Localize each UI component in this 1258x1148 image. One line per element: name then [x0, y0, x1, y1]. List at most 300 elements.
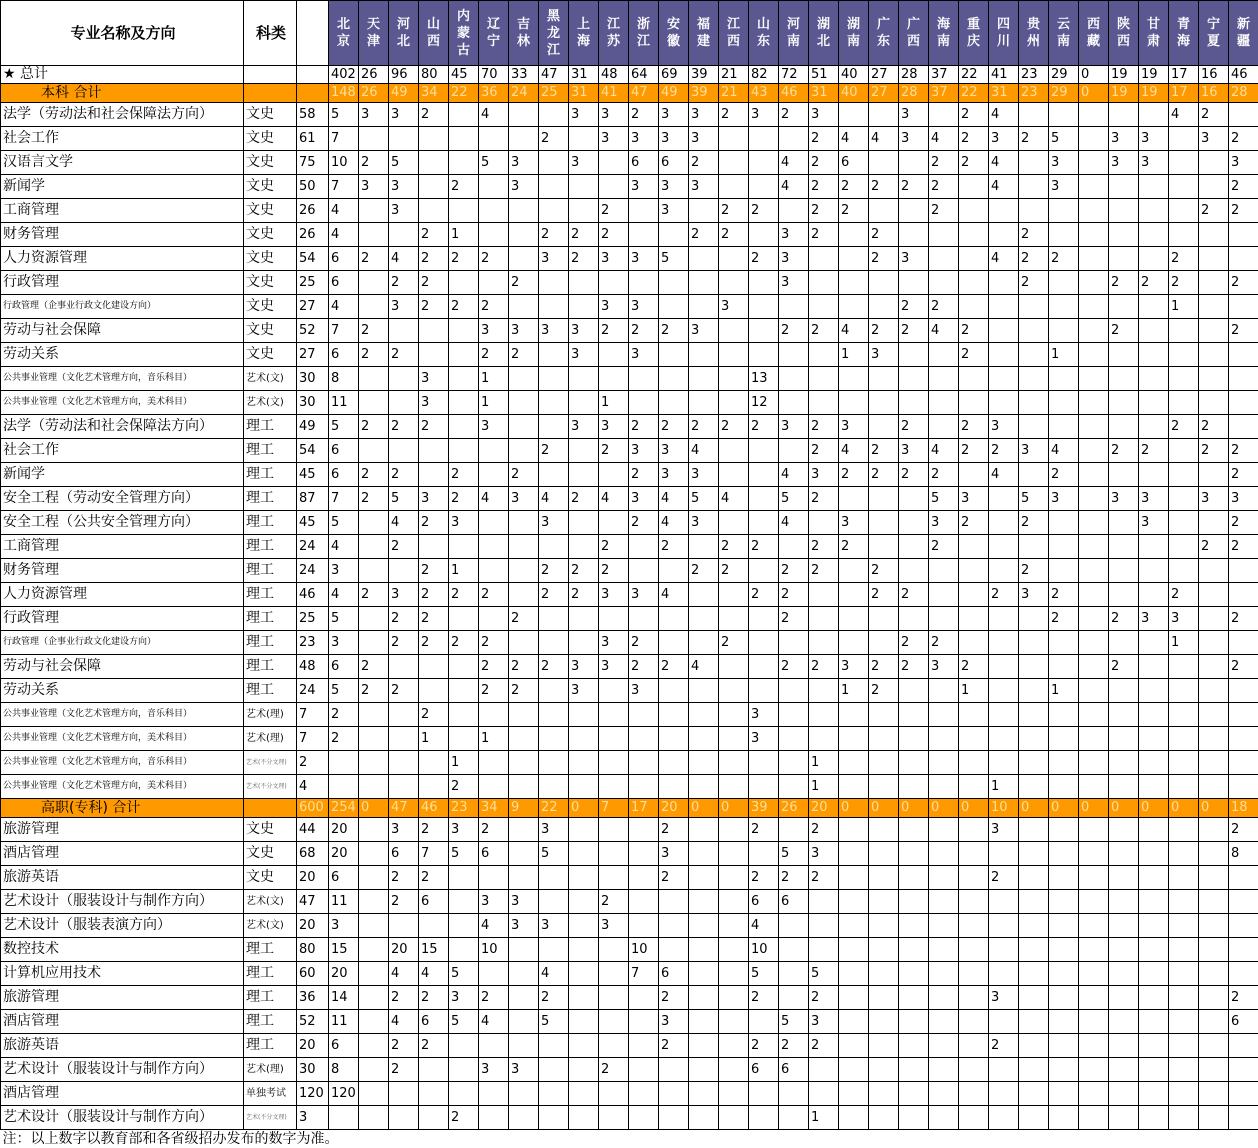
quota-cell: 4	[929, 439, 959, 463]
quota-cell: 2	[389, 415, 419, 439]
row-total-cell: 20	[297, 914, 329, 938]
quota-cell	[479, 1082, 509, 1106]
quota-cell	[419, 751, 449, 775]
quota-cell	[959, 271, 989, 295]
row-total-cell	[297, 66, 329, 84]
quota-cell: 1	[599, 391, 629, 415]
quota-cell	[389, 655, 419, 679]
quota-cell	[719, 439, 749, 463]
quota-cell: 47	[539, 66, 569, 84]
quota-cell: 2	[779, 607, 809, 631]
quota-cell	[929, 223, 959, 247]
quota-cell: 3	[689, 511, 719, 535]
quota-cell	[1169, 319, 1199, 343]
quota-cell	[989, 535, 1019, 559]
quota-cell: 2	[419, 1034, 449, 1058]
quota-cell	[599, 175, 629, 199]
quota-cell	[1109, 775, 1139, 799]
quota-cell: 6	[839, 151, 869, 175]
quota-cell	[629, 866, 659, 890]
quota-cell: 2	[929, 295, 959, 319]
quota-cell: 48	[599, 66, 629, 84]
quota-cell	[869, 751, 899, 775]
quota-cell	[1049, 775, 1079, 799]
quota-cell	[629, 391, 659, 415]
quota-cell	[479, 439, 509, 463]
quota-cell	[749, 1010, 779, 1034]
quota-cell	[659, 703, 689, 727]
quota-cell	[1139, 962, 1169, 986]
quota-cell: 4	[779, 463, 809, 487]
quota-cell	[419, 775, 449, 799]
quota-cell	[419, 655, 449, 679]
table-row	[1, 890, 1258, 914]
quota-cell	[719, 703, 749, 727]
quota-cell: 29	[1049, 84, 1079, 103]
quota-cell	[1109, 103, 1139, 127]
quota-cell	[449, 391, 479, 415]
quota-cell	[869, 1058, 899, 1082]
quota-cell	[719, 751, 749, 775]
quota-cell: 2	[479, 295, 509, 319]
quota-cell: 2	[329, 703, 359, 727]
quota-cell	[1169, 962, 1199, 986]
quota-cell	[839, 703, 869, 727]
quota-cell: 6	[329, 439, 359, 463]
quota-cell: 2	[779, 559, 809, 583]
quota-cell: 2	[569, 247, 599, 271]
quota-cell	[1079, 199, 1109, 223]
quota-cell	[779, 986, 809, 1010]
quota-cell	[1079, 775, 1109, 799]
quota-cell	[1199, 631, 1229, 655]
quota-cell	[1079, 1106, 1109, 1130]
quota-cell	[809, 583, 839, 607]
quota-cell	[959, 199, 989, 223]
quota-cell: 2	[449, 631, 479, 655]
quota-cell: 2	[1229, 127, 1258, 151]
quota-cell: 2	[479, 986, 509, 1010]
quota-cell: 2	[689, 223, 719, 247]
quota-cell: 3	[509, 1058, 539, 1082]
quota-cell	[689, 1034, 719, 1058]
quota-cell	[449, 890, 479, 914]
table-row	[1, 103, 1258, 127]
quota-cell	[599, 1010, 629, 1034]
quota-cell	[449, 415, 479, 439]
quota-cell: 2	[959, 511, 989, 535]
quota-cell: 2	[689, 151, 719, 175]
quota-cell	[359, 866, 389, 890]
quota-cell	[479, 127, 509, 151]
table-body	[1, 66, 1258, 1148]
row-total-cell: 25	[297, 271, 329, 295]
quota-cell: 3	[629, 583, 659, 607]
category-cell: 理工	[244, 535, 297, 559]
quota-cell: 2	[449, 175, 479, 199]
quota-cell	[719, 367, 749, 391]
quota-cell	[1019, 962, 1049, 986]
quota-cell: 2	[449, 775, 479, 799]
quota-cell	[989, 391, 1019, 415]
quota-cell: 70	[479, 66, 509, 84]
quota-cell	[1109, 727, 1139, 751]
category-cell: 文史	[244, 866, 297, 890]
category-cell	[244, 84, 297, 103]
major-name-cell: 劳动与社会保障	[1, 655, 244, 679]
quota-cell	[749, 271, 779, 295]
major-name-cell: 新闻学	[1, 463, 244, 487]
quota-cell	[449, 938, 479, 962]
quota-cell: 2	[899, 175, 929, 199]
quota-cell	[719, 463, 749, 487]
quota-cell	[479, 535, 509, 559]
quota-cell: 10	[629, 938, 659, 962]
quota-cell: 5	[1049, 127, 1079, 151]
quota-cell	[1199, 343, 1229, 367]
quota-cell: 2	[1229, 535, 1258, 559]
quota-cell: 3	[689, 175, 719, 199]
quota-cell: 2	[1199, 415, 1229, 439]
quota-cell	[989, 727, 1019, 751]
quota-cell: 4	[479, 103, 509, 127]
quota-cell	[779, 818, 809, 842]
quota-cell	[1139, 223, 1169, 247]
quota-cell: 2	[809, 415, 839, 439]
quota-cell	[989, 703, 1019, 727]
quota-cell: 2	[509, 655, 539, 679]
quota-cell: 3	[989, 986, 1019, 1010]
quota-cell	[899, 271, 929, 295]
quota-cell: 2	[959, 151, 989, 175]
quota-cell	[719, 679, 749, 703]
quota-cell	[539, 727, 569, 751]
quota-cell	[569, 439, 599, 463]
quota-cell	[1109, 1106, 1139, 1130]
quota-cell	[449, 727, 479, 751]
quota-cell	[749, 463, 779, 487]
category-cell: 文史	[244, 223, 297, 247]
quota-cell	[659, 775, 689, 799]
quota-cell	[959, 463, 989, 487]
quota-cell	[389, 1082, 419, 1106]
quota-cell	[749, 511, 779, 535]
quota-cell: 4	[989, 247, 1019, 271]
quota-cell: 2	[1019, 127, 1049, 151]
quota-cell	[509, 295, 539, 319]
quota-cell: 2	[809, 535, 839, 559]
quota-cell: 26	[779, 799, 809, 818]
quota-cell	[689, 607, 719, 631]
province-header: 江 苏	[599, 1, 629, 66]
row-total-cell: 54	[297, 439, 329, 463]
major-name-cell: 公共事业管理（文化艺术管理方向，音乐科目）	[1, 367, 244, 391]
quota-cell	[599, 775, 629, 799]
quota-cell	[1169, 727, 1199, 751]
quota-cell: 69	[659, 66, 689, 84]
quota-cell	[989, 679, 1019, 703]
quota-cell	[809, 1082, 839, 1106]
quota-cell: 2	[479, 583, 509, 607]
quota-cell	[1199, 1082, 1229, 1106]
quota-cell	[689, 842, 719, 866]
quota-cell: 1	[1049, 679, 1079, 703]
quota-cell: 4	[869, 127, 899, 151]
quota-cell	[989, 607, 1019, 631]
quota-cell: 3	[629, 247, 659, 271]
quota-cell	[959, 751, 989, 775]
quota-cell: 2	[869, 679, 899, 703]
quota-cell: 3	[569, 655, 599, 679]
category-cell: 文史	[244, 103, 297, 127]
quota-cell: 2	[959, 127, 989, 151]
quota-cell	[599, 679, 629, 703]
quota-cell	[869, 986, 899, 1010]
quota-cell: 3	[569, 343, 599, 367]
quota-cell	[539, 415, 569, 439]
quota-cell: 2	[599, 1058, 629, 1082]
category-cell: 理工	[244, 962, 297, 986]
quota-cell: 2	[779, 103, 809, 127]
quota-cell	[719, 727, 749, 751]
quota-cell	[1019, 986, 1049, 1010]
quota-cell	[1109, 962, 1139, 986]
quota-cell	[719, 151, 749, 175]
quota-cell	[1019, 391, 1049, 415]
quota-cell	[569, 1082, 599, 1106]
quota-cell	[389, 367, 419, 391]
quota-cell	[509, 1106, 539, 1130]
category-cell: 文史	[244, 127, 297, 151]
quota-cell: 6	[329, 1034, 359, 1058]
quota-cell: 6	[779, 890, 809, 914]
quota-cell	[1199, 223, 1229, 247]
quota-cell	[1169, 1058, 1199, 1082]
quota-cell: 5	[449, 1010, 479, 1034]
table-row	[1, 631, 1258, 655]
quota-cell: 4	[779, 175, 809, 199]
quota-cell: 3	[629, 487, 659, 511]
quota-cell	[839, 103, 869, 127]
quota-cell	[1169, 775, 1199, 799]
quota-cell	[1109, 751, 1139, 775]
quota-cell	[929, 1082, 959, 1106]
quota-cell	[629, 607, 659, 631]
quota-cell	[719, 511, 749, 535]
quota-cell	[1109, 535, 1139, 559]
category-cell: 理工	[244, 439, 297, 463]
quota-cell: 1	[809, 751, 839, 775]
quota-cell: 2	[419, 247, 449, 271]
quota-cell: 0	[359, 799, 389, 818]
quota-cell	[1049, 271, 1079, 295]
quota-cell: 2	[1049, 607, 1079, 631]
quota-cell	[1229, 1082, 1258, 1106]
quota-cell: 2	[1169, 583, 1199, 607]
quota-cell: 2	[359, 583, 389, 607]
quota-cell	[779, 1106, 809, 1130]
category-cell: 理工	[244, 607, 297, 631]
quota-cell	[419, 679, 449, 703]
quota-cell	[1199, 175, 1229, 199]
quota-cell	[1199, 655, 1229, 679]
quota-cell	[629, 890, 659, 914]
quota-cell	[1139, 751, 1169, 775]
quota-cell: 3	[1229, 151, 1258, 175]
quota-cell: 5	[479, 151, 509, 175]
quota-cell	[839, 559, 869, 583]
row-total-cell	[297, 84, 329, 103]
quota-cell	[1139, 1082, 1169, 1106]
quota-cell: 5	[689, 487, 719, 511]
quota-cell	[389, 319, 419, 343]
quota-cell: 2	[779, 319, 809, 343]
quota-cell	[1109, 986, 1139, 1010]
quota-cell: 3	[1139, 487, 1169, 511]
major-name-cell: 艺术设计（服装设计与制作方向）	[1, 1058, 244, 1082]
quota-cell: 4	[989, 463, 1019, 487]
quota-cell: 2	[419, 559, 449, 583]
quota-cell	[1049, 223, 1079, 247]
quota-cell: 2	[389, 631, 419, 655]
quota-cell: 3	[419, 367, 449, 391]
quota-cell: 19	[1139, 66, 1169, 84]
quota-cell: 2	[449, 583, 479, 607]
quota-cell: 2	[1229, 199, 1258, 223]
quota-cell: 5	[809, 962, 839, 986]
quota-cell: 2	[629, 319, 659, 343]
quota-cell	[1139, 775, 1169, 799]
quota-cell	[509, 962, 539, 986]
quota-cell: 4	[779, 151, 809, 175]
quota-cell	[779, 535, 809, 559]
category-cell: 理工	[244, 487, 297, 511]
quota-cell: 33	[509, 66, 539, 84]
quota-cell: 15	[329, 938, 359, 962]
quota-cell: 3	[509, 151, 539, 175]
quota-cell: 28	[1229, 84, 1258, 103]
quota-cell	[809, 607, 839, 631]
quota-cell	[599, 271, 629, 295]
quota-cell: 3	[449, 818, 479, 842]
quota-cell: 15	[419, 938, 449, 962]
quota-cell	[869, 938, 899, 962]
table-row	[1, 127, 1258, 151]
quota-cell	[1139, 866, 1169, 890]
quota-cell	[1109, 914, 1139, 938]
quota-cell: 3	[839, 415, 869, 439]
quota-cell: 3	[599, 583, 629, 607]
quota-cell	[1019, 1058, 1049, 1082]
major-name-cell: 安全工程（劳动安全管理方向）	[1, 487, 244, 511]
quota-cell	[839, 914, 869, 938]
quota-cell	[1109, 1010, 1139, 1034]
quota-cell	[869, 199, 899, 223]
quota-cell	[569, 175, 599, 199]
row-total-cell: 44	[297, 818, 329, 842]
table-row	[1, 842, 1258, 866]
quota-cell: 3	[479, 890, 509, 914]
quota-cell	[929, 679, 959, 703]
quota-cell: 23	[1019, 84, 1049, 103]
quota-cell	[569, 511, 599, 535]
footnote: 注：以上数字以教育部和各省级招办发布的数字为准。	[1, 1130, 1258, 1148]
quota-cell	[719, 1082, 749, 1106]
quota-cell: 2	[749, 986, 779, 1010]
quota-cell	[449, 343, 479, 367]
quota-cell	[1019, 938, 1049, 962]
quota-cell	[449, 1034, 479, 1058]
quota-cell	[1139, 367, 1169, 391]
quota-cell	[689, 775, 719, 799]
quota-cell	[1199, 367, 1229, 391]
major-name-cell: 公共事业管理（文化艺术管理方向，美术科目）	[1, 391, 244, 415]
province-header: 西 藏	[1079, 1, 1109, 66]
quota-cell	[1169, 175, 1199, 199]
quota-cell	[839, 295, 869, 319]
quota-cell	[869, 818, 899, 842]
category-cell: 理工	[244, 631, 297, 655]
quota-cell	[899, 775, 929, 799]
quota-cell: 4	[389, 247, 419, 271]
table-row	[1, 439, 1258, 463]
quota-cell: 148	[329, 84, 359, 103]
quota-cell	[629, 1082, 659, 1106]
quota-cell: 2	[599, 319, 629, 343]
quota-cell	[869, 914, 899, 938]
quota-cell	[419, 127, 449, 151]
quota-cell: 3	[959, 487, 989, 511]
major-name-cell: 酒店管理	[1, 842, 244, 866]
quota-cell: 8	[329, 367, 359, 391]
quota-cell	[1049, 367, 1079, 391]
quota-cell: 39	[689, 84, 719, 103]
category-cell: 文史	[244, 271, 297, 295]
quota-cell	[839, 818, 869, 842]
quota-cell	[749, 295, 779, 319]
quota-cell: 2	[779, 655, 809, 679]
quota-cell	[1199, 271, 1229, 295]
row-total-cell: 54	[297, 247, 329, 271]
quota-cell	[569, 127, 599, 151]
quota-cell: 5	[929, 487, 959, 511]
quota-cell	[989, 367, 1019, 391]
quota-cell	[809, 631, 839, 655]
quota-cell: 3	[1049, 175, 1079, 199]
province-header: 浙 江	[629, 1, 659, 66]
quota-cell: 4	[689, 439, 719, 463]
major-name-cell: 酒店管理	[1, 1010, 244, 1034]
quota-cell: 16	[1199, 66, 1229, 84]
quota-cell	[929, 938, 959, 962]
quota-cell	[989, 890, 1019, 914]
quota-cell	[1079, 151, 1109, 175]
quota-cell	[569, 367, 599, 391]
quota-cell	[1109, 463, 1139, 487]
quota-cell: 3	[659, 199, 689, 223]
quota-cell	[1139, 703, 1169, 727]
quota-cell: 2	[539, 655, 569, 679]
quota-cell	[419, 914, 449, 938]
quota-cell: 4	[659, 511, 689, 535]
quota-cell	[389, 914, 419, 938]
quota-cell	[959, 938, 989, 962]
quota-cell	[1019, 1082, 1049, 1106]
category-cell: 理工	[244, 938, 297, 962]
quota-cell	[1199, 775, 1229, 799]
quota-cell	[359, 631, 389, 655]
quota-cell	[959, 890, 989, 914]
